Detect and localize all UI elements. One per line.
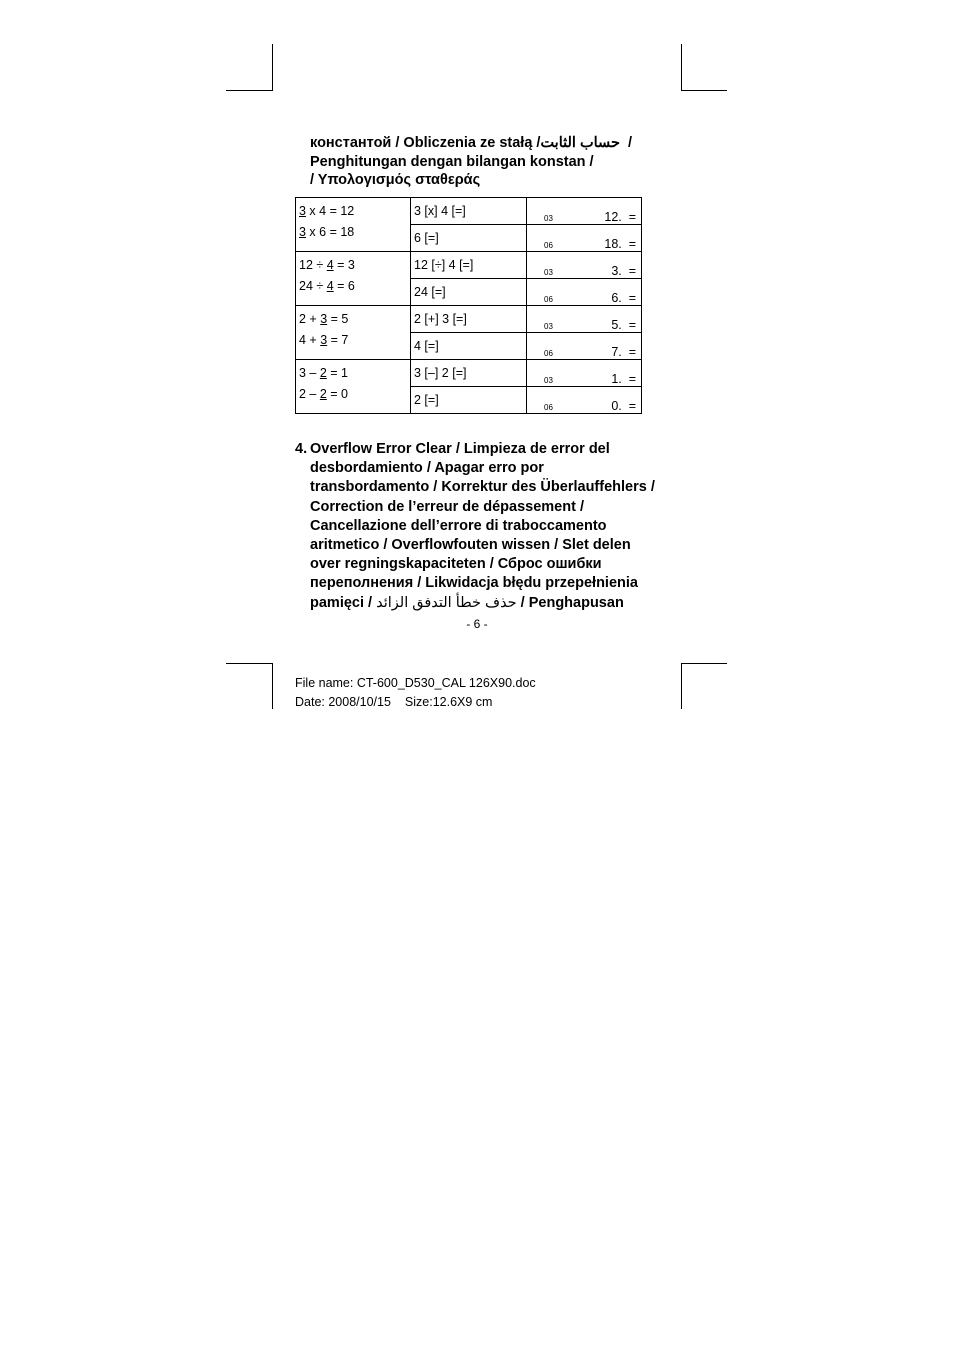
display-cell [527,333,642,360]
display-value: 7. = [611,345,636,359]
table-row [296,306,642,333]
display-small-indicator: 06 [544,295,553,304]
section-4-line: переполнения / Likwidacja błędu przepełnienia [310,575,638,592]
display-value: 5. = [611,318,636,332]
display-small-indicator: 03 [544,268,553,277]
key-sequence-cell: 24 [=] [411,279,527,306]
section-4-line: Cancellazione dell’errore di traboccamento [310,517,607,534]
key-sequence-cell: 12 [÷] 4 [=] [411,252,527,279]
example-expression: 2 + 3 = 5 [299,312,349,326]
display-value: 12. = [604,210,636,224]
table-row [296,360,642,387]
section-4-line: aritmetico / Overflowfouten wissen / Slet delen [310,537,631,554]
crop-mark-top-right-h [681,90,727,91]
example-expression: 12 ÷ 4 = 3 [299,258,355,272]
page-number: - 6 - [466,617,488,631]
display-cell [527,198,642,225]
heading-arabic: حساب الثابت [540,135,620,151]
section-4-line: Correction de l’erreur de dépassement / [310,498,584,515]
display-value: 18. = [604,237,636,251]
display-cell [527,360,642,387]
heading-line-2: Penghitungan dengan bilangan konstan / [310,153,594,170]
crop-mark-bottom-left-h [226,663,273,664]
document-footer [295,674,536,712]
key-sequence-cell: 6 [=] [411,225,527,252]
display-cell [527,279,642,306]
table-row [296,252,642,279]
display-value: 1. = [611,372,636,386]
example-expression: 3 x 4 = 12 [299,204,355,218]
table-row [296,198,642,225]
example-expression: 24 ÷ 4 = 6 [299,279,355,293]
display-small-indicator: 06 [544,241,553,250]
footer-size: Size:12.6X9 cm [404,695,493,709]
display-cell [527,387,642,414]
footer-date-size [295,693,536,712]
section-number: 4. [295,441,308,457]
example-expression: 3 x 6 = 18 [299,225,355,239]
display-value: 3. = [611,264,636,278]
display-value: 0. = [611,399,636,413]
display-value: 6. = [611,291,636,305]
display-small-indicator: 03 [544,376,553,385]
example-cell [296,252,411,306]
key-sequence-cell: 3 [–] 2 [=] [411,360,527,387]
key-sequence-cell: 4 [=] [411,333,527,360]
section-4-arabic: حذف خطأ التدفق الزائد [376,594,517,611]
section-4-line: over regningskapaciteten / Сброс ошибки [310,556,602,573]
example-expression: 3 – 2 = 1 [299,366,349,380]
crop-mark-bottom-left-v [272,663,273,709]
example-expression: 2 – 2 = 0 [299,387,349,401]
section-4-line-last: pamięci / حذف خطأ التدفق الزائد / Penghapusan [310,594,624,611]
display-small-indicator: 03 [544,214,553,223]
example-cell [296,198,411,252]
section-4-overflow-error-clear [295,440,665,613]
display-small-indicator: 06 [544,403,553,412]
footer-file-name: File name: CT-600_D530_CAL 126X90.doc [295,676,536,690]
section-4-line: Overflow Error Clear / Limpieza de error del [310,441,610,457]
crop-mark-top-left-h [226,90,273,91]
crop-mark-bottom-right-h [681,663,727,664]
display-small-indicator: 03 [544,322,553,331]
crop-mark-top-right-v [681,44,682,90]
section-4-line: transbordamento / Korrektur des Überlauffehlers / [310,479,655,496]
example-expression: 4 + 3 = 7 [299,333,349,347]
heading-line-1: константой / Obliczenia ze stałą /حساب الثابت / [310,135,633,151]
key-sequence-cell: 3 [x] 4 [=] [411,198,527,225]
section-4-line: desbordamiento / Apagar erro por [310,460,544,477]
heading-line-3: / Υπολογισμός σταθεράς [310,172,481,188]
section-heading [310,134,670,190]
key-sequence-cell: 2 [+] 3 [=] [411,306,527,333]
display-small-indicator: 06 [544,349,553,358]
constant-calculation-table [295,197,642,414]
display-cell [527,306,642,333]
crop-mark-top-left-v [272,44,273,90]
display-cell [527,252,642,279]
crop-mark-bottom-right-v [681,663,682,709]
key-sequence-cell: 2 [=] [411,387,527,414]
section-4-heading [310,440,665,613]
footer-date: Date: 2008/10/15 [295,695,391,709]
display-cell [527,225,642,252]
example-cell [296,360,411,414]
example-cell [296,306,411,360]
